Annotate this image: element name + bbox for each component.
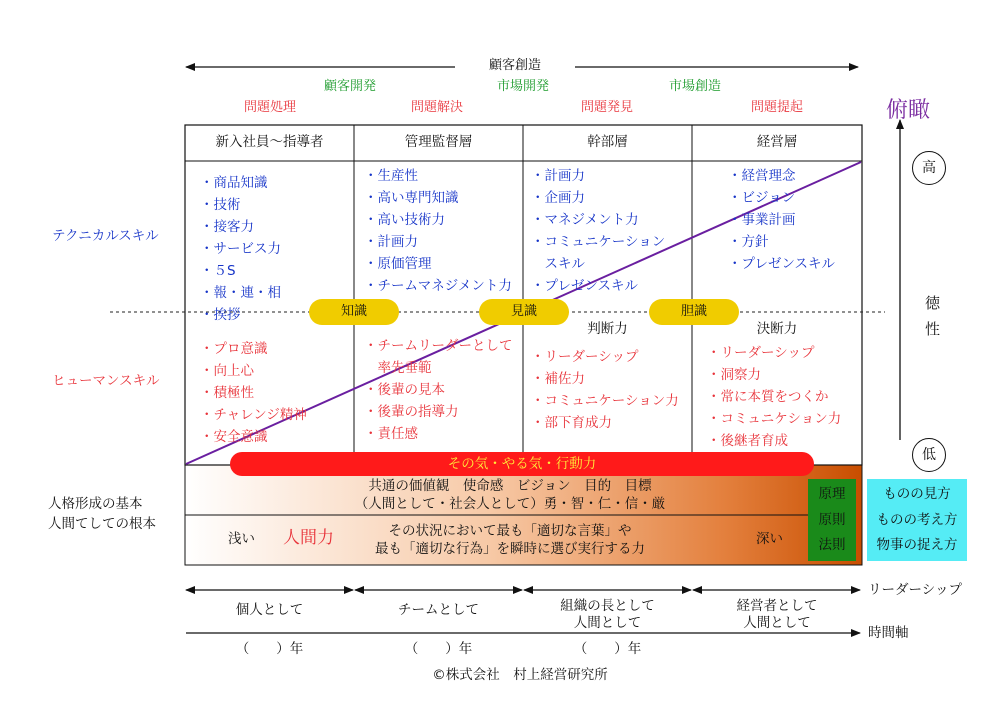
list-item: ・ビジョン [728,190,796,206]
list-item: ・積極性 [200,385,254,401]
list-item: ・プロ意識 [200,341,268,357]
row-label-foundation-2: 人間てしての根本 [48,516,156,532]
list-item: ・挨拶 [200,307,241,323]
problem-label-3: 問題発見 [580,100,633,115]
list-item: ・高い専門知識 [364,190,459,206]
list-item: ・５S [200,263,236,279]
human-skills-col-3 [531,346,679,434]
virtue-label-2: 性 [925,320,941,338]
list-item: ・商品知識 [200,175,268,191]
problem-label-1: 問題処理 [243,100,296,115]
list-item: ・コミュニケーション力 [531,393,679,409]
technical-skills-col-4 [728,165,835,275]
virtue-low-circle: 低 [912,438,946,472]
shallow-label: 浅い [228,531,255,547]
human-power-label: 人間力 [283,528,334,548]
principle-item: 原則 [818,512,846,528]
list-item: ・補佐力 [531,371,585,387]
year-field-3: （ ）年 [573,641,642,657]
row-label-human: ヒューマンスキル [52,373,160,389]
view-item: ものの見方 [883,486,951,502]
list-item: ・リーダーシップ [531,349,639,365]
views-box [867,479,967,561]
action-line-1: その状況において最も「適切な言葉」や [388,523,632,539]
list-item: ・計画力 [364,234,418,250]
pill-knowledge: 知識 [309,299,399,325]
list-item: ・後継者育成 [707,433,788,449]
list-item: ・技術 [200,197,241,213]
list-item: ・プレゼンスキル [728,256,835,272]
list-item: ・報・連・相 [200,285,281,301]
list-item: ・高い技術力 [364,212,445,228]
list-item: ・チームリーダーとして [364,338,513,354]
list-item: ・後輩の指導力 [364,404,459,420]
principle-item: 原理 [818,486,846,502]
list-item: ・接客力 [200,219,254,235]
row-label-foundation-1: 人格形成の基本 [48,496,143,512]
list-item: ・生産性 [364,168,418,184]
stage-label-2: チームとして [398,602,479,618]
virtue-label-1: 徳 [925,294,941,312]
stage-label-3: 組織の長として 人間として [560,598,655,631]
column-header-3: 幹部層 [587,134,628,150]
principle-item: 法則 [818,537,846,553]
list-item: ・プレゼンスキル [531,278,638,294]
stage-label-4: 経営者として 人間として [736,598,818,631]
action-line-2: 最も「適切な行為」を瞬時に選び実行する力 [375,541,645,557]
list-item: ・コミュニケーション [531,234,666,250]
column-header-1: 新入社員〜指導者 [215,134,324,150]
list-item: ・計画力 [531,168,585,184]
list-item: ・安全意識 [200,429,268,445]
values-line-2: （人間として・社会人として）勇・智・仁・信・厳 [354,496,666,512]
technical-skills-col-3 [531,165,665,297]
deep-label: 深い [756,531,783,547]
problem-label-2: 問題解決 [410,100,463,115]
view-item: ものの考え方 [876,512,958,528]
year-field-2: （ ）年 [404,641,473,657]
list-item: ・原価管理 [364,256,432,272]
list-item: ・部下育成力 [531,415,612,431]
list-item: ・洞察力 [707,367,761,383]
column-header-2: 管理監督層 [404,134,473,150]
principles-box [808,479,856,561]
view-item: 物事の捉え方 [876,537,958,553]
dev-label-1: 顧客開発 [323,79,376,94]
technical-skills-col-2 [364,165,512,297]
row-label-technical: テクニカルスキル [52,228,159,244]
dev-label-3: 市場創造 [668,79,721,94]
list-item: ・経営理念 [728,168,796,184]
list-item: ・責任感 [364,426,418,442]
list-item: ・リーダーシップ [707,345,815,361]
human-skills-col-2 [364,335,513,445]
human-skills-col-1 [200,338,307,448]
list-item: スキル [531,256,585,272]
motivation-bar: その気・やる気・行動力 [230,452,814,476]
list-item: ・方針 [728,234,769,250]
column-header-4: 経営層 [756,134,798,150]
pill-insight: 見識 [479,299,569,325]
copyright: ©株式会社 村上経営研究所 [432,667,608,683]
list-item: ・常に本質をつくか [707,389,829,405]
list-item: ・向上心 [200,363,254,379]
list-item: ・事業計画 [728,212,796,228]
human-skills-col-4 [707,342,841,452]
year-field-1: （ ）年 [235,641,304,657]
list-item: ・サービス力 [200,241,281,257]
dev-label-2: 市場開発 [496,79,549,94]
list-item: ・企画力 [531,190,585,206]
time-axis-label: 時間軸 [868,625,909,641]
list-item: ・コミュニケション力 [707,411,842,427]
problem-label-4: 問題提起 [750,100,803,115]
list-item: ・後輩の見本 [364,382,445,398]
pill-courage: 胆識 [649,299,739,325]
creation-label: 顧客創造 [488,58,541,73]
overview-label: 俯瞰 [886,98,931,123]
human-header-4: 決断力 [756,321,798,337]
technical-skills-col-1 [200,172,281,326]
list-item: ・チャレンジ精神 [200,407,307,423]
list-item: ・チームマネジメント力 [364,278,512,294]
stage-label-1: 個人として [235,602,304,618]
virtue-high-circle: 高 [912,151,946,185]
human-header-3: 判断力 [587,321,628,337]
list-item: 率先垂範 [364,360,432,376]
leadership-label: リーダーシップ [868,582,962,598]
values-line-1: 共通の価値観 使命感 ビジョン 目的 目標 [368,478,652,494]
list-item: ・マネジメント力 [531,212,639,228]
